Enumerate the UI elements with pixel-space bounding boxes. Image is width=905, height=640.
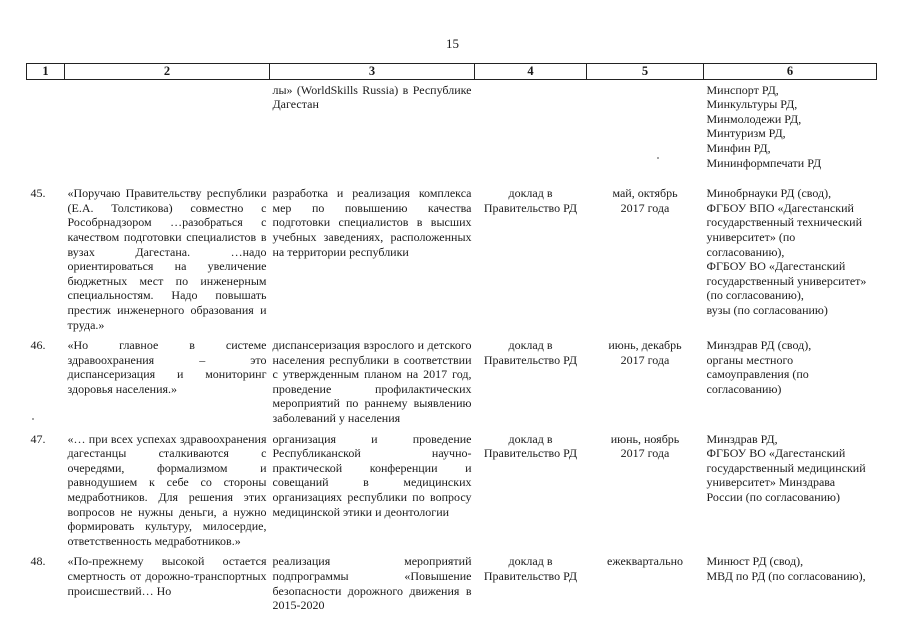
instruction-cell: «По-прежнему высокой остается смертность от дорожно-транспортных происшествий… Но — [67, 554, 267, 598]
table-row — [27, 79, 877, 186]
column-header-3: 3 — [270, 64, 475, 80]
responsible-cell: Минспорт РД, Минкультуры РД, Минмолодежи РД, Минтуризм РД, Минфин РД, Мининформпечати РД — [706, 82, 822, 170]
header-row — [27, 64, 877, 80]
deadline-cell: ежеквартально — [607, 554, 683, 569]
report-form-cell: доклад в Правительство РД — [483, 186, 578, 215]
row-number: 45. — [30, 186, 46, 201]
table-row — [27, 554, 877, 618]
report-form-cell: доклад в Правительство РД — [483, 554, 578, 583]
report-form-cell — [475, 79, 587, 186]
action-cell: организация и проведение Республиканской научно-практической конференции и совещаний в медицинских организациях республики по вопросу медицинской этики и деонтологии — [272, 431, 472, 519]
table-row — [27, 338, 877, 432]
row-number — [27, 79, 65, 186]
table-row — [27, 432, 877, 555]
deadline-cell: июнь, декабрь 2017 года — [608, 338, 682, 367]
column-header-1: 1 — [27, 64, 65, 80]
instruction-cell: «Но главное в системе здравоохранения – это диспансеризация и мониторинг здоровья населения.» — [67, 338, 267, 396]
deadline-cell — [587, 79, 704, 186]
table-row — [27, 186, 877, 338]
instruction-cell — [65, 79, 270, 186]
action-cell: реализация мероприятий подпрограммы «Повышение безопасности дорожного движения в 2015-2020 — [272, 554, 472, 613]
report-form-cell: доклад в Правительство РД — [483, 431, 578, 461]
column-header-5: 5 — [587, 64, 704, 80]
responsible-cell: Минюст РД (свод), МВД по РД (по согласованию), — [706, 554, 866, 583]
column-header-2: 2 — [65, 64, 270, 80]
row-number: 46. — [30, 338, 46, 353]
column-header-4: 4 — [475, 64, 587, 80]
responsible-cell: Минобрнауки РД (свод), ФГБОУ ВПО «Дагестанский государственный технический университет» (по согласованию), ФГБОУ ВО «Дагестанский государственный университет» (по согласованию), вузы (по согласованию) — [706, 186, 867, 317]
report-form-cell: доклад в Правительство РД — [483, 338, 578, 367]
deadline-cell: июнь, ноябрь 2017 года — [610, 431, 680, 461]
responsible-cell: Минздрав РД, ФГБОУ ВО «Дагестанский государственный медицинский университет» Минздрава России (по согласованию) — [706, 431, 866, 505]
action-cell: диспансеризация взрослого и детского населения республики в соответствии с утвержденным планом на 2017 год, проведение профилактических мероприятий по раннему выявлению заболеваний у населения — [272, 338, 472, 426]
row-number: 48. — [30, 554, 46, 569]
action-cell: лы» (WorldSkills Russia) в Республике Дагестан — [272, 82, 472, 112]
instruction-cell: «… при всех успехах здравоохранения дагестанцы сталкиваются с очередями, формализмом и равнодушием к себе со стороны медработников. Для решения этих вопросов не нужны деньги, а нужно формировать культуру, милосердие, ответственность медработников.» — [67, 431, 267, 548]
scan-speck — [657, 157, 659, 159]
column-header-6: 6 — [704, 64, 877, 80]
deadline-cell: май, октябрь 2017 года — [612, 186, 678, 215]
row-number: 47. — [30, 431, 46, 446]
page-number: 15 — [446, 36, 459, 51]
plan-table — [26, 63, 877, 619]
scan-speck — [32, 418, 34, 420]
responsible-cell: Минздрав РД (свод), органы местного самоуправления (по согласованию) — [706, 338, 812, 396]
instruction-cell: «Поручаю Правительству республики (Е.А. Толстикова) совместно с Рособрнадзором …разобраться с качеством подготовки специалистов в вузах Дагестана. …надо ориентироваться на увеличение бюджетных мест по инженерным специальностям. Надо повышать престиж инженерного образования и труда.» — [67, 186, 267, 332]
action-cell: разработка и реализация комплекса мер по повышению качества подготовки специалистов в высших учебных заведениях, расположенных на территории республики — [272, 186, 472, 259]
